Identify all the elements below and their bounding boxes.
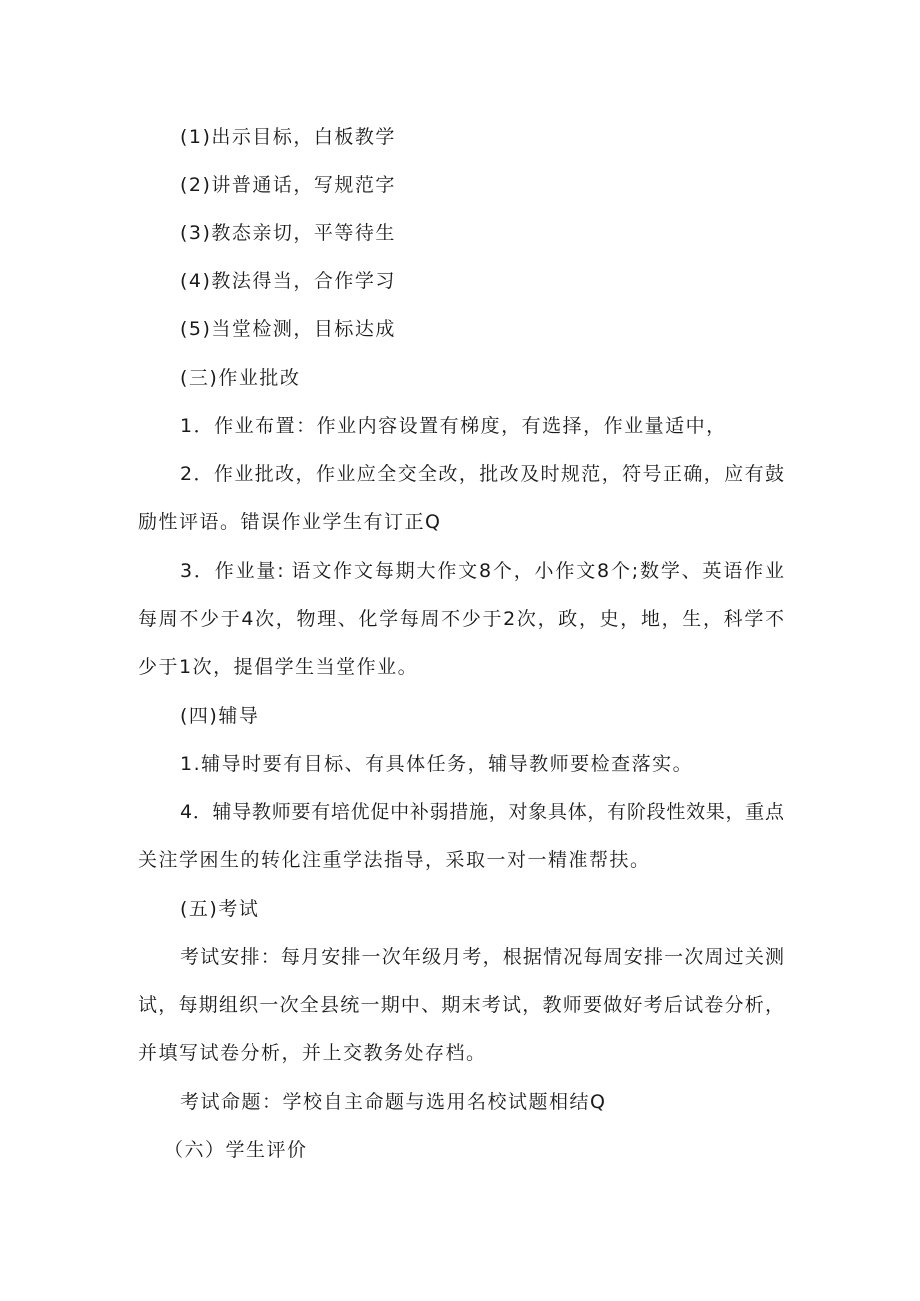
exam-proposition: 考试命题：学校自主命题与选用名校试题相结Q <box>180 1091 607 1113</box>
list-item-3: (3)教态亲切，平等待生 <box>180 222 396 244</box>
homework-item-3-line-1: 3．作业量: 语文作文每期大作文8个，小作文8个;数学、英语作业 <box>180 560 784 582</box>
tutoring-item-1: 1.辅导时要有目标、有具体任务，辅导教师要检查落实。 <box>180 753 694 775</box>
exam-arrangement-line-1: 考试安排：每月安排一次年级月考，根据情况每周安排一次周过关测 <box>180 946 784 968</box>
homework-item-2-line-1: 2．作业批改，作业应全交全改，批改及时规范，符号正确，应有鼓 <box>180 463 784 485</box>
exam-arrangement-line-3: 并填写试卷分析，并上交教务处存档。 <box>138 1042 487 1064</box>
section-heading-homework: (三)作业批改 <box>180 367 301 389</box>
homework-item-1: 1．作业布置：作业内容设置有梯度，有选择，作业量适中， <box>180 415 727 437</box>
exam-arrangement-line-2: 试，每期组织一次全县统一期中、期末考试，教师要做好考后试卷分析， <box>138 994 784 1016</box>
list-item-1: (1)出示目标，白板教学 <box>180 126 396 148</box>
list-item-4: (4)教法得当，合作学习 <box>180 270 396 292</box>
list-item-5: (5)当堂检测，目标达成 <box>180 318 396 340</box>
section-heading-exam: (五)考试 <box>180 898 260 920</box>
homework-item-2-line-2: 励性评语。错误作业学生有订正Q <box>138 511 442 533</box>
section-heading-tutoring: (四)辅导 <box>180 705 260 727</box>
tutoring-item-4-line-2: 关注学困生的转化注重学法指导，采取一对一精准帮扶。 <box>138 849 651 871</box>
tutoring-item-4-line-1: 4．辅导教师要有培优促中补弱措施，对象具体，有阶段性效果，重点 <box>180 801 784 823</box>
list-item-2: (2)讲普通话，写规范字 <box>180 174 396 196</box>
homework-item-3-line-2: 每周不少于4次，物理、化学每周不少于2次，政，史，地，生，科学不 <box>138 608 784 630</box>
homework-item-3-line-3: 少于1次，提倡学生当堂作业。 <box>138 656 419 678</box>
section-heading-student-evaluation: （六）学生评价 <box>164 1139 308 1161</box>
